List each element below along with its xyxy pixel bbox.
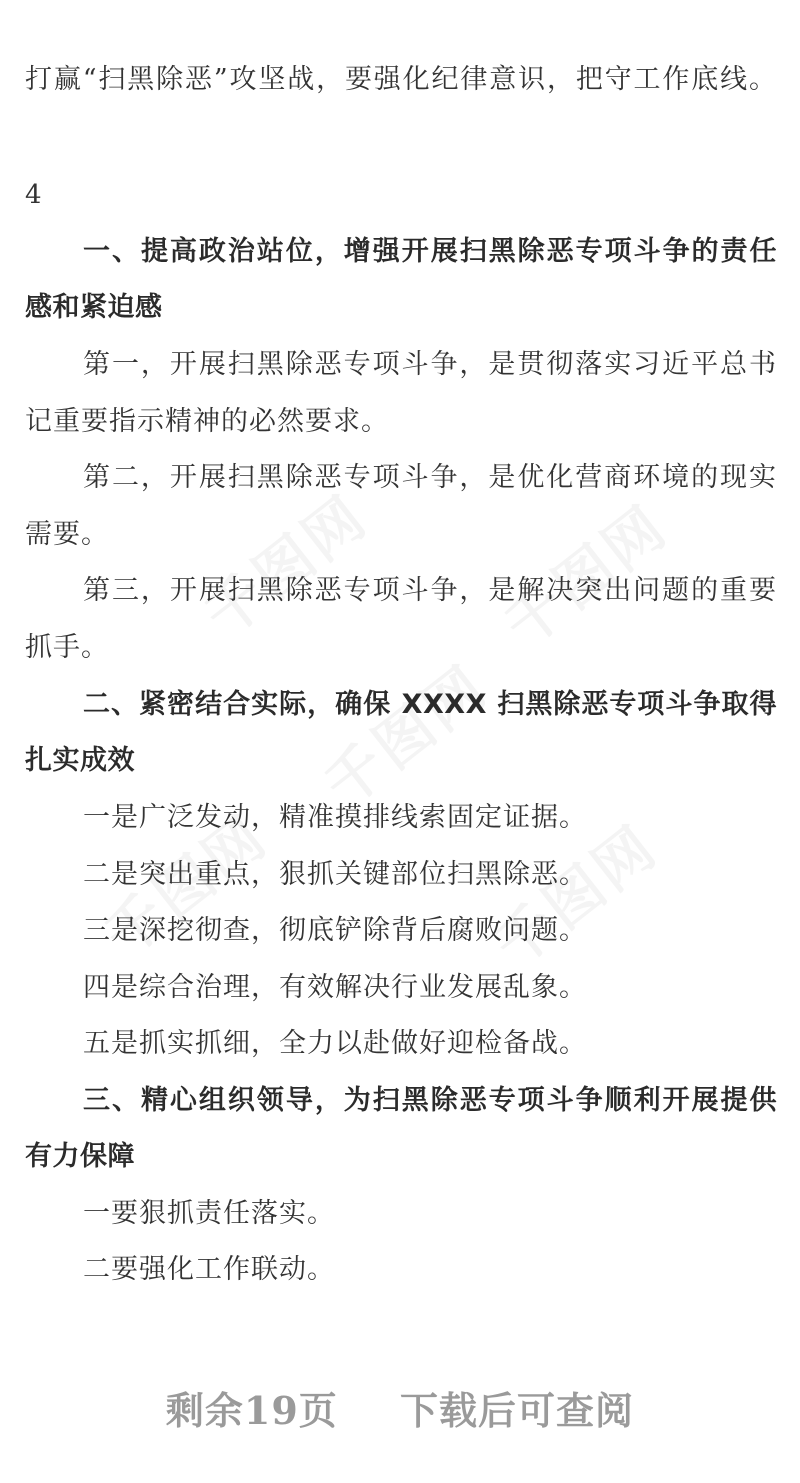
page-number: 4 [25, 180, 42, 210]
list-item: 三是深挖彻查，彻底铲除背后腐败问题。 [83, 915, 587, 946]
list-item: 二是突出重点，狠抓关键部位扫黑除恶。 [83, 859, 587, 890]
remaining-pages-label: 剩余19页 [165, 1388, 338, 1433]
paragraph-line: 记重要指示精神的必然要求。 [25, 406, 389, 437]
list-item: 二要强化工作联动。 [83, 1254, 335, 1285]
section-heading-3: 三、精心组织领导，为扫黑除恶专项斗争顺利开展提供 [83, 1085, 777, 1116]
list-item: 一是广泛发动，精准摸排线索固定证据。 [83, 802, 587, 833]
paragraph-line: 第三，开展扫黑除恶专项斗争，是解决突出问题的重要 [83, 575, 777, 606]
paragraph-line: 抓手。 [25, 632, 109, 663]
paragraph-line: 第二，开展扫黑除恶专项斗争，是优化营商环境的现实 [83, 462, 777, 493]
list-item: 一要狠抓责任落实。 [83, 1198, 335, 1229]
list-item: 四是综合治理，有效解决行业发展乱象。 [83, 972, 587, 1003]
download-prompt[interactable] [0, 1380, 800, 1435]
watermark [184, 472, 382, 653]
download-hint-label: 下载后可查阅 [400, 1388, 635, 1433]
watermark [304, 642, 502, 823]
paragraph-line: 第一，开展扫黑除恶专项斗争，是贯彻落实习近平总书 [83, 349, 777, 380]
section-heading-2: 二、紧密结合实际，确保 XXXX 扫黑除恶专项斗争取得 [83, 689, 777, 720]
section-heading-1: 一、提高政治站位，增强开展扫黑除恶专项斗争的责任 [83, 236, 777, 267]
paragraph-line: 需要。 [25, 519, 109, 550]
paragraph-line: 打赢“扫黑除恶”攻坚战，要强化纪律意识，把守工作底线。 [25, 64, 777, 95]
list-item: 五是抓实抓细，全力以赴做好迎检备战。 [83, 1028, 587, 1059]
section-heading-3-cont: 有力保障 [25, 1141, 135, 1172]
section-heading-1-cont: 感和紧迫感 [25, 292, 163, 323]
section-heading-2-cont: 扎实成效 [25, 745, 135, 776]
